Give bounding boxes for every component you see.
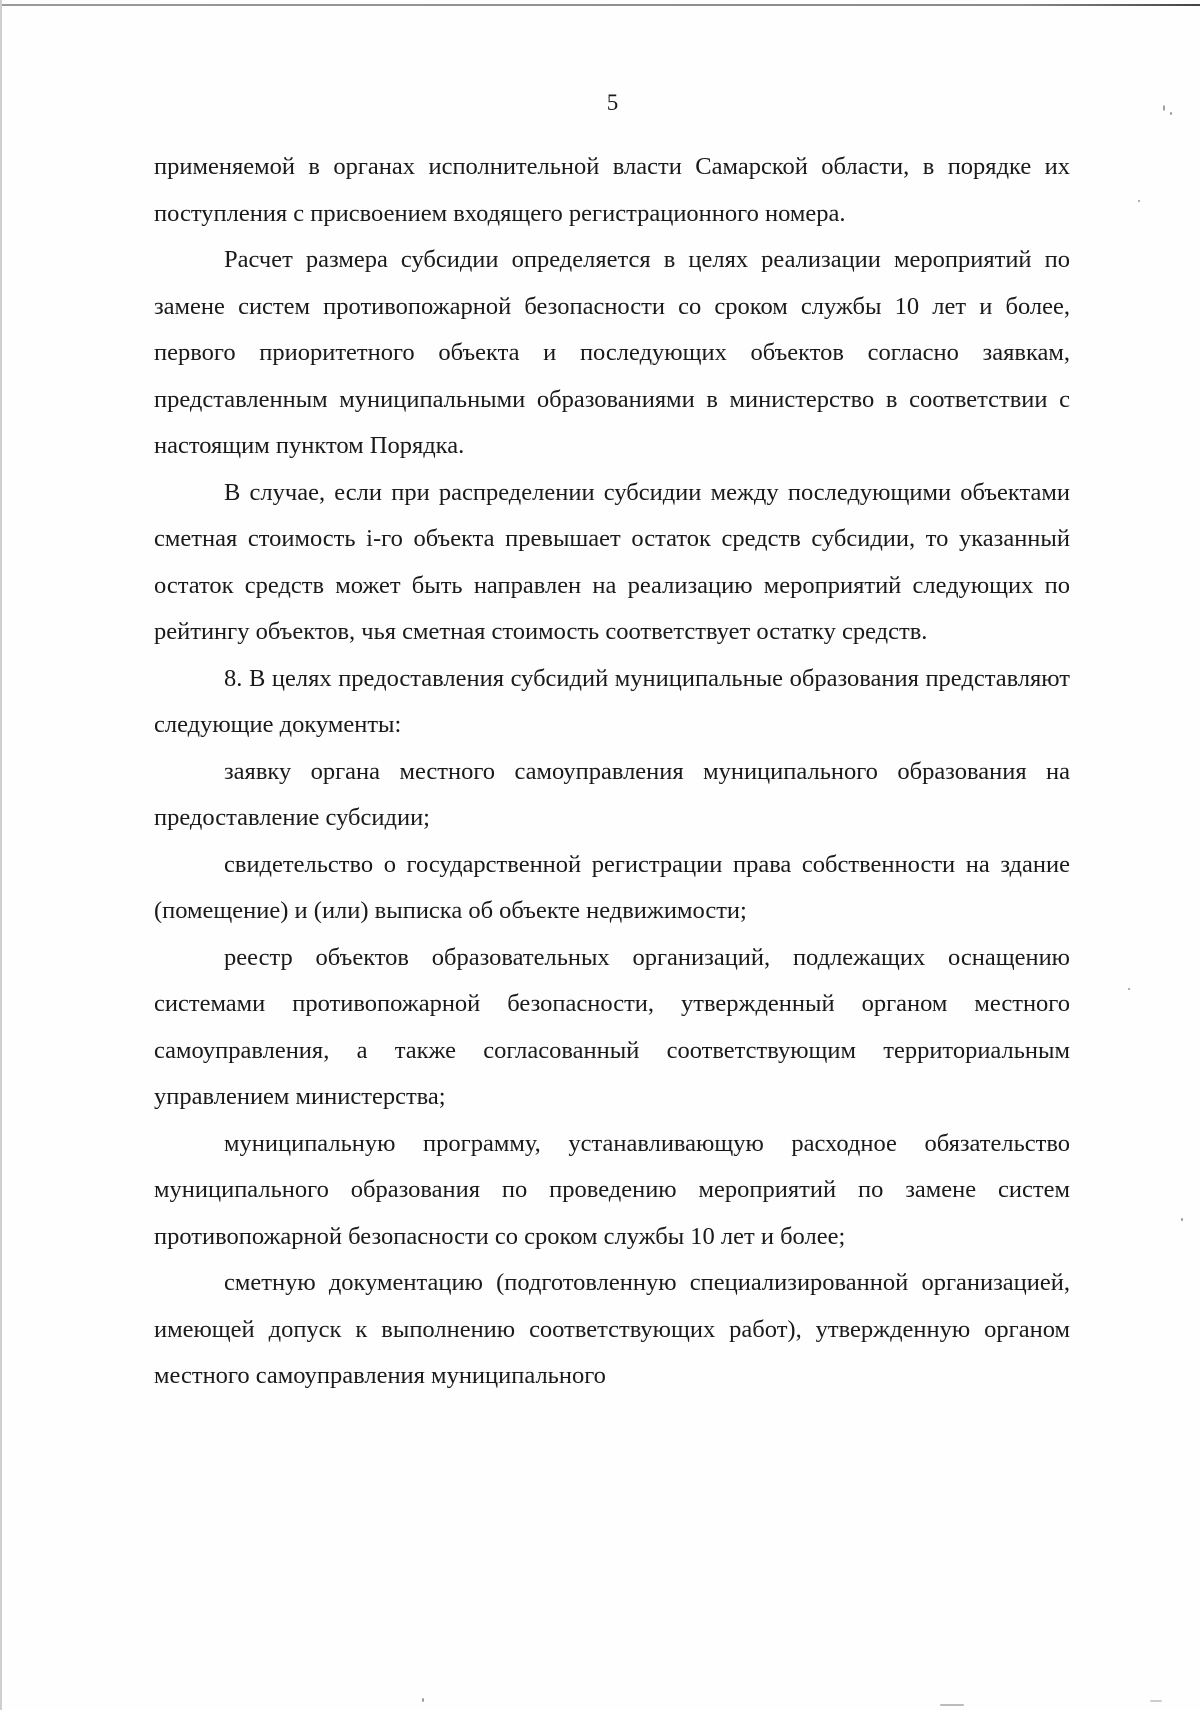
scan-speck <box>1170 112 1172 115</box>
scan-speck <box>422 1698 424 1702</box>
scan-speck <box>1128 988 1130 990</box>
page-number: 5 <box>606 90 619 115</box>
scan-speck <box>1181 1218 1183 1221</box>
scan-top-edge <box>0 4 1200 6</box>
paragraph-remainder: В случае, если при распределении субсидии между последующими объектами сметная стоимость i-го объекта превышает остаток средств субсидии, то указанный остаток средств может быть направлен на реализацию мероприятий следующих по рейтингу объектов, чья сметная стоимость соответствует остатку средств. <box>154 478 1070 645</box>
paragraph-clause-8: 8. В целях предоставления субсидий муниципальные образования представляют следующие документы: <box>154 664 1070 738</box>
paragraph-continuation: применяемой в органах исполнительной власти Самарской области, в порядке их поступления с присвоением входящего регистрационного номера. <box>154 153 1070 227</box>
document-body <box>154 144 1070 1400</box>
scan-speck <box>1138 200 1140 202</box>
scan-speck <box>940 1704 964 1706</box>
paragraph-subsidy-calculation: Расчет размера субсидии определяется в целях реализации мероприятий по замене систем противопожарной безопасности со сроком службы 10 лет и более, первого приоритетного объекта и последующих объектов согласно заявкам, представленным муниципальными образованиями в министерство в соответствии с настоящим пунктом Порядка. <box>154 246 1070 459</box>
scan-speck <box>1150 1700 1162 1702</box>
paragraph-application: заявку органа местного самоуправления муниципального образования на предоставление субсидии; <box>154 757 1070 831</box>
scan-speck <box>1163 105 1165 111</box>
paragraph-registry: реестр объектов образовательных организаций, подлежащих оснащению системами противопожарной безопасности, утвержденный органом местного самоуправления, а также согласованный соответствующим территориальным управлением министерства; <box>154 943 1070 1110</box>
paragraph-certificate: свидетельство о государственной регистрации права собственности на здание (помещение) и (или) выписка об объекте недвижимости; <box>154 850 1070 924</box>
paragraph-municipal-program: муниципальную программу, устанавливающую расходное обязательство муниципального образования по проведению мероприятий по замене систем противопожарной безопасности со сроком службы 10 лет и более; <box>154 1129 1070 1250</box>
paragraph-estimate-documentation: сметную документацию (подготовленную специализированной организацией, имеющей допуск к выполнению соответствующих работ), утвержденную органом местного самоуправления муниципального <box>154 1269 1070 1389</box>
scan-left-edge <box>0 0 2 1710</box>
